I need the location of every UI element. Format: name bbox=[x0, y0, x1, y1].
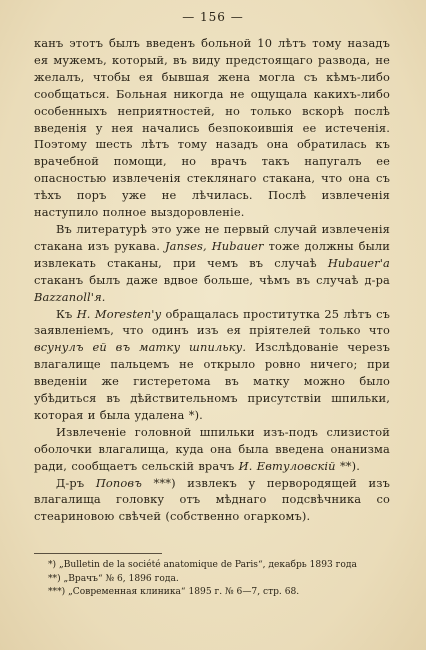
text-run: обращалась проститутка 25 лѣтъ съ заявленіемъ, что одинъ изъ ея пріятелей только что bbox=[34, 306, 390, 338]
italic-run: всунулъ ей въ матку шпильку. bbox=[34, 340, 247, 355]
footnote: **) „Врачъ“ № 6, 1896 года. bbox=[48, 573, 179, 584]
body-text bbox=[34, 35, 390, 525]
page-number: — 156 — bbox=[182, 10, 244, 24]
italic-run: H. Moresten'y bbox=[76, 306, 162, 321]
text-run: Извлеченіе головной шпильки изъ-подъ слизистой оболочки влагалища, куда она была введена онанизма ради, сообщаетъ сельскій врачъ bbox=[34, 424, 390, 473]
text-run: канъ этотъ былъ введенъ больной 10 лѣтъ тому назадъ ея мужемъ, который, въ виду предстоящаго развода, не желалъ, чтобы ея бывшая жена могла съ кѣмъ-либо сообщаться. Больная никогда не ощущала какихъ-либо особенныхъ неприятностей, но только вскорѣ послѣ введенія у нея начались безпокоившія ее истеченія. Поэтому шесть лѣтъ тому назадъ она обратилась къ врачебной помощи, но врачъ такъ напугалъ ее опасностью извлеченія стеклянаго стакана, что она съ тѣхъ поръ уже не лѣчилась. Послѣ извлеченія наступило полное выздоровленіе. bbox=[34, 36, 390, 220]
italic-run: Bazzanoll'я. bbox=[34, 289, 106, 304]
paragraph bbox=[34, 35, 390, 221]
text-run: Въ литературѣ это уже не первый случай извлеченія стакана изъ рукава. bbox=[34, 221, 390, 253]
text-run: Д-ръ bbox=[56, 475, 96, 490]
paragraph bbox=[34, 475, 390, 526]
paragraph bbox=[34, 424, 390, 475]
footnotes bbox=[34, 559, 390, 600]
text-run: ***) извлекъ у первородящей изъ влагалища головку отъ мѣднаго подсвѣчника со стеариновою свѣчей (собственно огаркомъ). bbox=[34, 475, 390, 524]
italic-run: Поповъ bbox=[95, 475, 142, 490]
italic-run: Janses, Hubauer bbox=[164, 238, 264, 253]
paragraph bbox=[34, 221, 390, 306]
text-run: тоже должны были извлекать стаканы, при чемъ въ случаѣ bbox=[34, 238, 390, 270]
footnote: ***) „Современная клиника“ 1895 г. № 6—7, стр. 68. bbox=[48, 587, 300, 597]
text-run: **). bbox=[335, 458, 360, 473]
italic-run: Hubauer'a bbox=[327, 255, 390, 270]
footnote-divider bbox=[34, 553, 162, 554]
text-run: Изслѣдованіе черезъ влагалище пальцемъ не открыло ровно ничего; при введеніи же гистеретома въ матку можно было убѣдиться въ дѣйствительномъ присутствіи шпильки, которая и была удалена *). bbox=[34, 340, 390, 422]
paragraph bbox=[34, 306, 390, 424]
text-run: стаканъ былъ даже вдвое больше, чѣмъ въ случаѣ д-ра bbox=[34, 272, 390, 287]
italic-run: И. Евтуловскій bbox=[238, 458, 336, 473]
text-run: Къ bbox=[56, 306, 77, 321]
footnote: *) „Bulletin de la société anatomique de Paris“, декабрь 1893 года bbox=[48, 560, 357, 570]
